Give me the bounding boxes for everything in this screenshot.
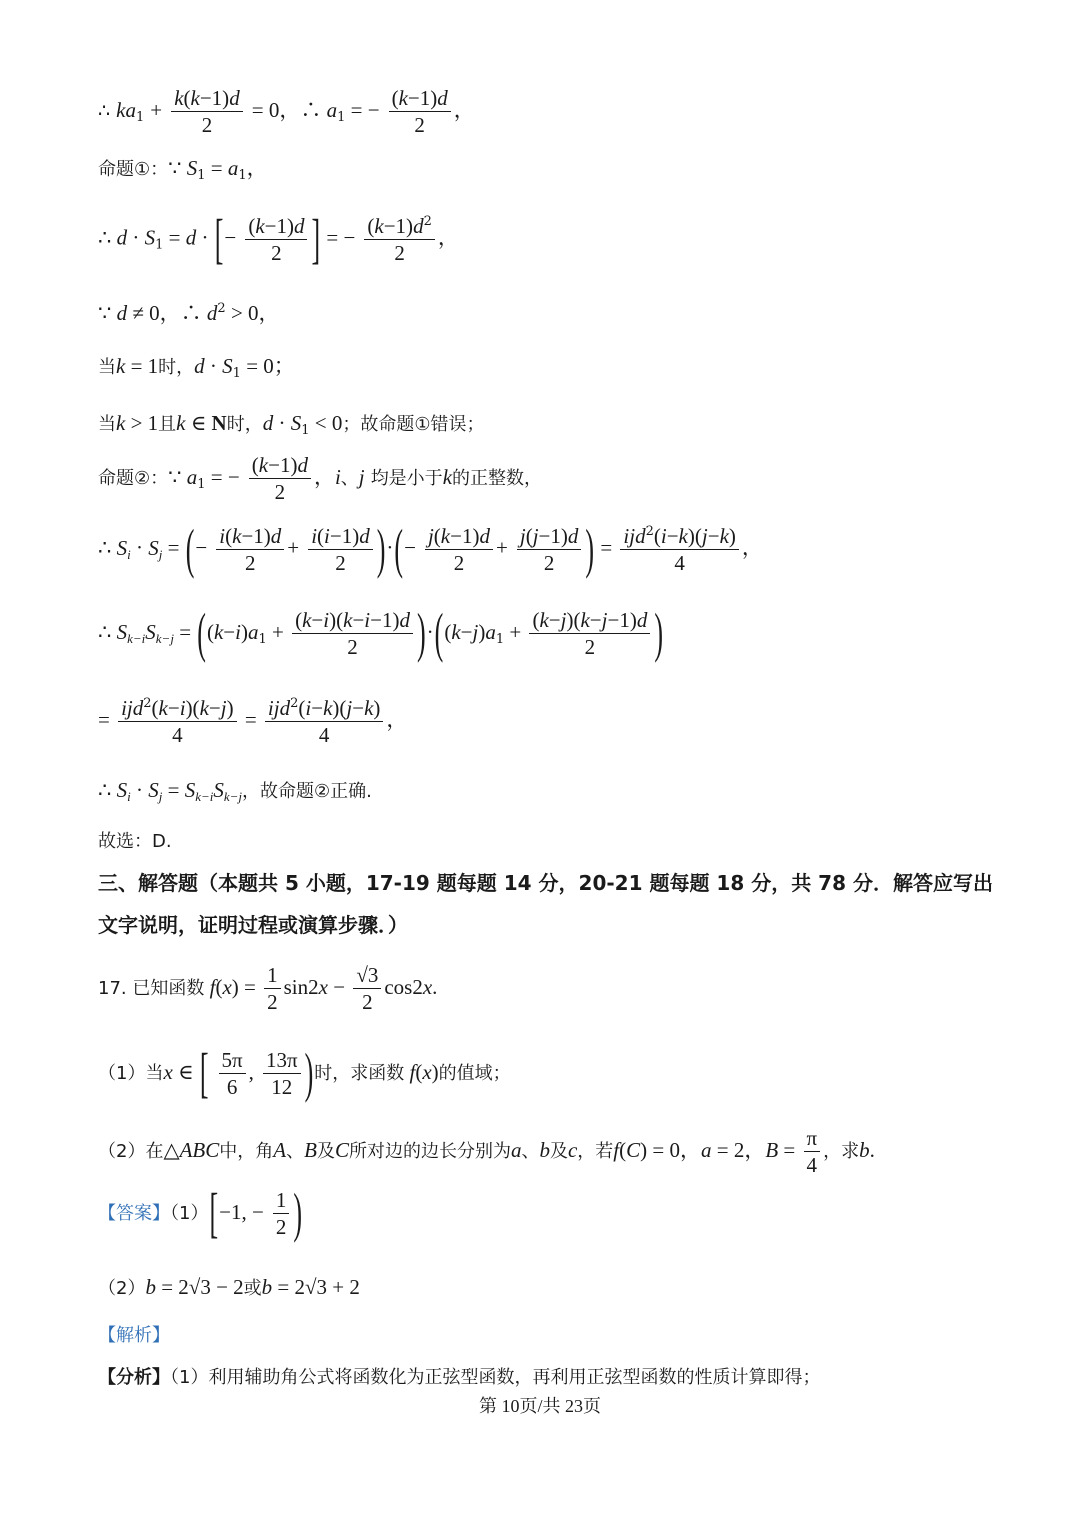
question-17-part-1: （1）当x ∈ [ $\frac{5\pi}{6}$ , $\frac{13\pi}{12}$ )时，求函数 f(x)的值域； — [98, 1042, 511, 1104]
analysis-line: 【分析】（1）利用辅助角公式将函数化为正弦型函数，再利用正弦型函数的性质计算即得； — [98, 1367, 821, 1388]
answer-line-1: 【答案】（1）[−1, − $\frac{1}{2}$ ) — [98, 1182, 303, 1244]
therefore-symbol: ∴ — [98, 100, 111, 122]
derivation-line-10: = $\frac{ijd^2(k-i)(k-j)}{4}$ = $\frac{ijd^2(i-k)(j-k)}{4}$ ， — [98, 696, 408, 747]
derivation-line-3: ∴ $d \cdot S_1 = d$ · [− $\frac{(k-1)d}{2}$ ] = − $\frac{(k-1)d^2}{2}$ ， — [98, 208, 459, 269]
analysis-label: 【解析】 — [98, 1325, 170, 1346]
derivation-line-5: 当k = 1时，$d \cdot S_1 = 0$； — [98, 354, 295, 381]
answer-label: 【答案】 — [98, 1203, 170, 1224]
derivation-line-1: ∴ $ka_1$ + $\frac{k(k-1)d}{2}$ = 0，∴ $a_1$ = − $\frac{(k-1)d}{2}$ ， — [98, 86, 475, 137]
derivation-line-7: 命题②：∵ $a_1$ = − $\frac{(k-1)d}{2}$ ，i、j 均是小于k的正整数， — [98, 453, 543, 504]
question-17-part-2: （2）在△ABC中，角A、B及C所对边的边长分别为a、b及c，若f(C) = 0，a = 2，B = $\frac{\pi}{4}$ ，求b. — [98, 1126, 875, 1177]
answer-choice-line: 故选：D. — [98, 831, 172, 852]
derivation-line-4: ∵ d ≠ 0，∴ $d^2 > 0$， — [98, 301, 280, 325]
derivation-line-6: 当k > 1且k ∈ N时，$d \cdot S_1 < 0$；故命题①错误； — [98, 411, 485, 438]
page-footer: 第 10页/共 23页 — [478, 1396, 601, 1416]
answer-line-2: （2）b = 2√3 − 2或b = 2√3 + 2 — [98, 1275, 360, 1299]
derivation-line-11: ∴ $S_i \cdot S_j = S_{k-i}S_{k-j}$，故命题②正确. — [98, 778, 372, 804]
question-17: 17. 已知函数 f(x) = $\frac{1}{2}$ sin2x − $\frac{√3}{2}$ cos2x. — [98, 963, 438, 1014]
derivation-line-8: ∴ $S_i \cdot S_j$ = (− $\frac{i(k-1)d}{2}$ + $\frac{i(i-1)d}{2}$ )·(− $\frac{j(k-1)d}{2}$ + $\frac{j(j-1)d}{2}$ ) = $\frac{ijd^2(i-k)(j-k)}{4}$ ， — [98, 518, 763, 579]
derivation-line-9: ∴ $S_{k-i}S_{k-j} = ((k-i)a_1$ + $\frac{(k-i)(k-i-1)d}{2}$ )$\cdot((k-j)a_1$ + $\frac{(k-j)(k-j-1)d}{2}$ ) — [98, 602, 663, 664]
section-heading-line-1: 三、解答题（本题共 5 小题，17-19 题每题 14 分，20-21 题每题 18 分，共 78 分．解答应写出 — [98, 871, 993, 895]
derivation-line-2: 命题①：∵ $S_1 = a_1$， — [98, 156, 268, 183]
section-heading-line-2: 文字说明，证明过程或演算步骤．） — [98, 913, 408, 937]
